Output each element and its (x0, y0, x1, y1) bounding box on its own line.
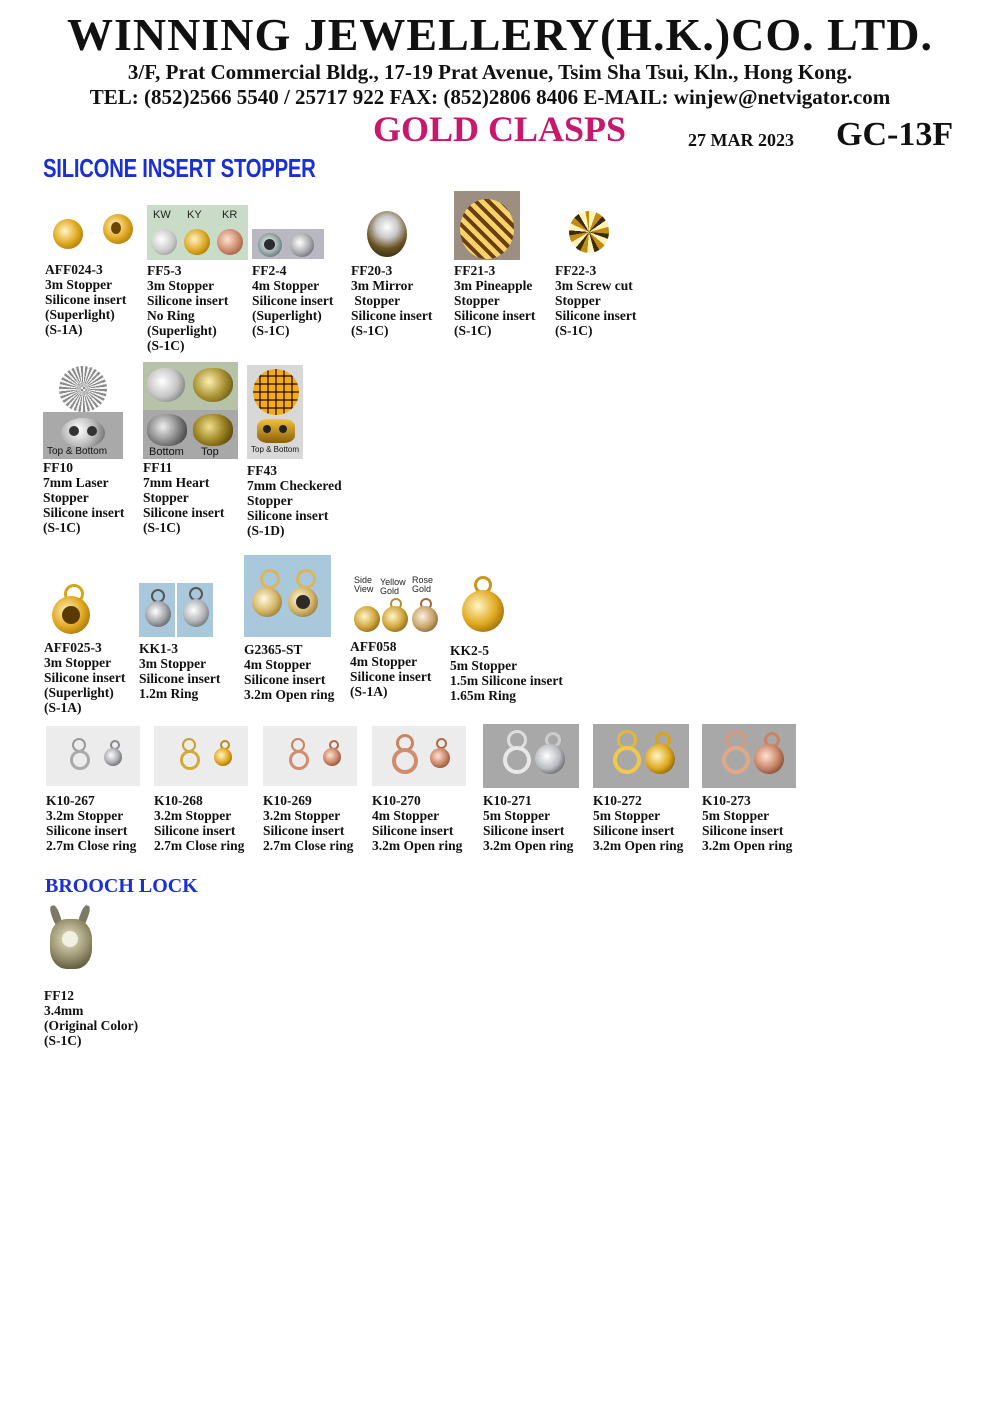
product-caption: FF11 7mm Heart Stopper Silicone insert (S-1C) (143, 460, 225, 535)
product-photo: Side View Yellow Gold Rose Gold (350, 576, 440, 638)
product-caption: G2365-ST 4m Stopper Silicone insert 3.2m Open ring (244, 642, 335, 702)
product-photo (46, 726, 140, 786)
product-photo: Top & Bottom (247, 365, 303, 459)
company-name: WINNING JEWELLERY(H.K.)CO. LTD. (66, 9, 934, 60)
product-ff5-3[interactable] (147, 205, 248, 353)
product-photo (263, 726, 357, 786)
product-photo (702, 724, 796, 788)
product-caption: FF12 3.4mm (Original Color) (S-1C) (44, 988, 139, 1048)
product-caption: K10-270 4m Stopper Silicone insert 3.2m Open ring (372, 793, 463, 853)
product-ff10[interactable] (43, 362, 124, 535)
product-caption: K10-271 5m Stopper Silicone insert 3.2m Open ring (483, 793, 574, 853)
product-caption: FF43 7mm Checkered Stopper Silicone insert (S-1D) (247, 463, 342, 538)
product-k10-273[interactable] (702, 724, 796, 853)
product-caption: KK1-3 3m Stopper Silicone insert 1.2m Ring (139, 641, 221, 701)
product-ff43[interactable] (247, 365, 342, 538)
product-photo (555, 205, 623, 260)
product-ff12[interactable] (44, 903, 138, 1048)
product-k10-270[interactable] (372, 726, 466, 853)
product-aff024-3[interactable] (45, 205, 135, 337)
product-photo (252, 205, 324, 260)
product-ff20-3[interactable] (351, 205, 432, 338)
product-caption: FF2-4 4m Stopper Silicone insert (Superlight) (S-1C) (252, 263, 334, 338)
product-caption: AFF024-3 3m Stopper Silicone insert (Superlight) (S-1A) (45, 262, 127, 337)
product-photo (244, 555, 331, 637)
product-caption: FF20-3 3m Mirror Stopper Silicone insert (S-1C) (351, 263, 433, 338)
product-photo (483, 724, 579, 788)
product-ff21-3[interactable] (454, 191, 535, 338)
product-kk2-5[interactable] (450, 570, 563, 703)
product-kk1-3[interactable] (139, 583, 220, 701)
product-caption: AFF058 4m Stopper Silicone insert (S-1A) (350, 639, 432, 699)
product-ff2-4[interactable] (252, 205, 333, 338)
product-k10-267[interactable] (46, 726, 140, 853)
product-photo (44, 903, 98, 983)
product-photo (454, 191, 520, 260)
page-code: GC-13F (836, 116, 954, 153)
company-address: 3/F, Prat Commercial Bldg., 17-19 Prat Avenue, Tsim Sha Tsui, Kln., Hong Kong. (127, 60, 853, 84)
product-aff058[interactable] (350, 576, 440, 699)
product-caption: K10-267 3.2m Stopper Silicone insert 2.7m Close ring (46, 793, 137, 853)
product-caption: K10-273 5m Stopper Silicone insert 3.2m Open ring (702, 793, 793, 853)
product-k10-272[interactable] (593, 724, 689, 853)
section-heading-silicone: SILICONE INSERT STOPPER (43, 153, 316, 183)
product-photo: KW KY KR (147, 205, 248, 260)
product-caption: FF10 7mm Laser Stopper Silicone insert (S-1C) (43, 460, 125, 535)
product-photo: Top & Bottom (43, 362, 123, 459)
product-photo (45, 205, 135, 257)
product-caption: FF21-3 3m Pineapple Stopper Silicone insert (S-1C) (454, 263, 536, 338)
product-caption: AFF025-3 3m Stopper Silicone insert (Superlight) (S-1A) (44, 640, 126, 715)
product-photo: Bottom Top (143, 362, 238, 459)
catalog-title: GOLD CLASPS (373, 109, 627, 149)
product-ff11[interactable] (143, 362, 238, 535)
product-g2365-st[interactable] (244, 555, 334, 702)
product-aff025-3[interactable] (44, 582, 125, 715)
product-caption: FF5-3 3m Stopper Silicone insert No Ring (Superlight) (S-1C) (147, 263, 229, 353)
product-photo (44, 582, 104, 638)
product-caption: K10-268 3.2m Stopper Silicone insert 2.7m Close ring (154, 793, 245, 853)
catalog-date: 27 MAR 2023 (688, 130, 794, 150)
product-caption: FF22-3 3m Screw cut Stopper Silicone insert (S-1C) (555, 263, 637, 338)
product-ff22-3[interactable] (555, 205, 636, 338)
product-caption: K10-272 5m Stopper Silicone insert 3.2m Open ring (593, 793, 684, 853)
product-photo (154, 726, 248, 786)
product-k10-271[interactable] (483, 724, 579, 853)
product-k10-269[interactable] (263, 726, 357, 853)
company-contact: TEL: (852)2566 5540 / 25717 922 FAX: (852)2806 8406 E-MAIL: winjew@netvigator.com (89, 85, 891, 109)
product-caption: KK2-5 5m Stopper 1.5m Silicone insert 1.65m Ring (450, 643, 563, 703)
product-photo (372, 726, 466, 786)
section-heading-brooch: BROOCH LOCK (45, 875, 198, 897)
product-photo (593, 724, 689, 788)
product-photo (351, 205, 419, 260)
product-photo (450, 570, 520, 638)
product-caption: K10-269 3.2m Stopper Silicone insert 2.7m Close ring (263, 793, 354, 853)
product-photo (139, 583, 213, 637)
product-k10-268[interactable] (154, 726, 248, 853)
